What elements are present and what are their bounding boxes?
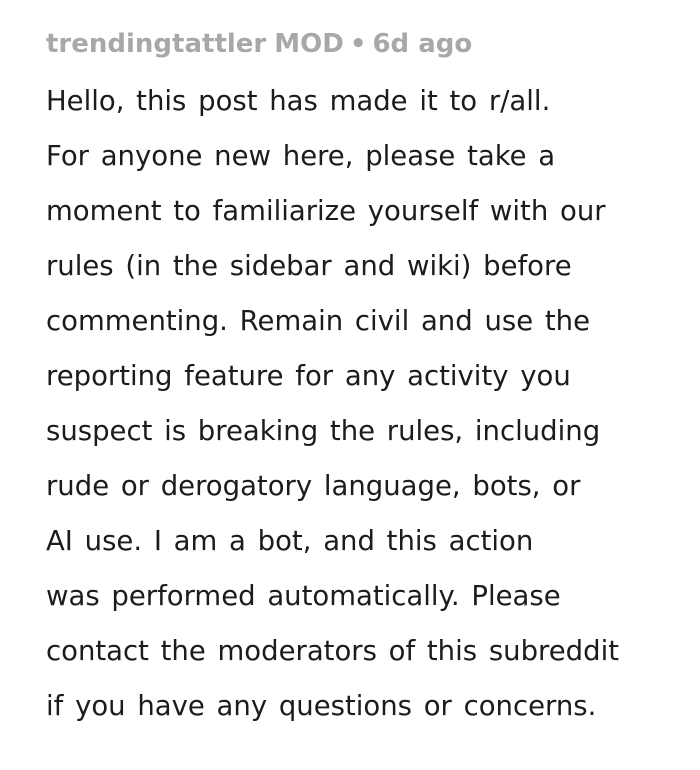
comment-body-line: Hello, this post has made it to r/all. — [46, 85, 551, 117]
comment-meta — [46, 24, 666, 64]
comment-body-line: if you have any questions or concerns. — [46, 690, 597, 722]
author-username[interactable]: trendingtattler — [46, 29, 267, 59]
comment-body-line: AI use. I am a bot, and this action — [46, 525, 534, 557]
comment-body-line: suspect is breaking the rules, including — [46, 415, 601, 447]
comment-body-line: rude or derogatory language, bots, or — [46, 470, 581, 502]
comment-body — [46, 74, 666, 734]
comment-body-line: commenting. Remain civil and use the — [46, 305, 590, 337]
comment-body-line: was performed automatically. Please — [46, 580, 561, 612]
comment-age[interactable]: 6d ago — [372, 29, 473, 59]
mod-flair: MOD — [274, 29, 344, 59]
comment-body-line: rules (in the sidebar and wiki) before — [46, 250, 572, 282]
comment-body-line: contact the moderators of this subreddit — [46, 635, 619, 667]
comment-body-line: moment to familiarize yourself with our — [46, 195, 606, 227]
comment-body-line: For anyone new here, please take a — [46, 140, 556, 172]
comment-body-line: reporting feature for any activity you — [46, 360, 571, 392]
comment — [46, 24, 666, 734]
separator-dot: • — [349, 29, 367, 59]
